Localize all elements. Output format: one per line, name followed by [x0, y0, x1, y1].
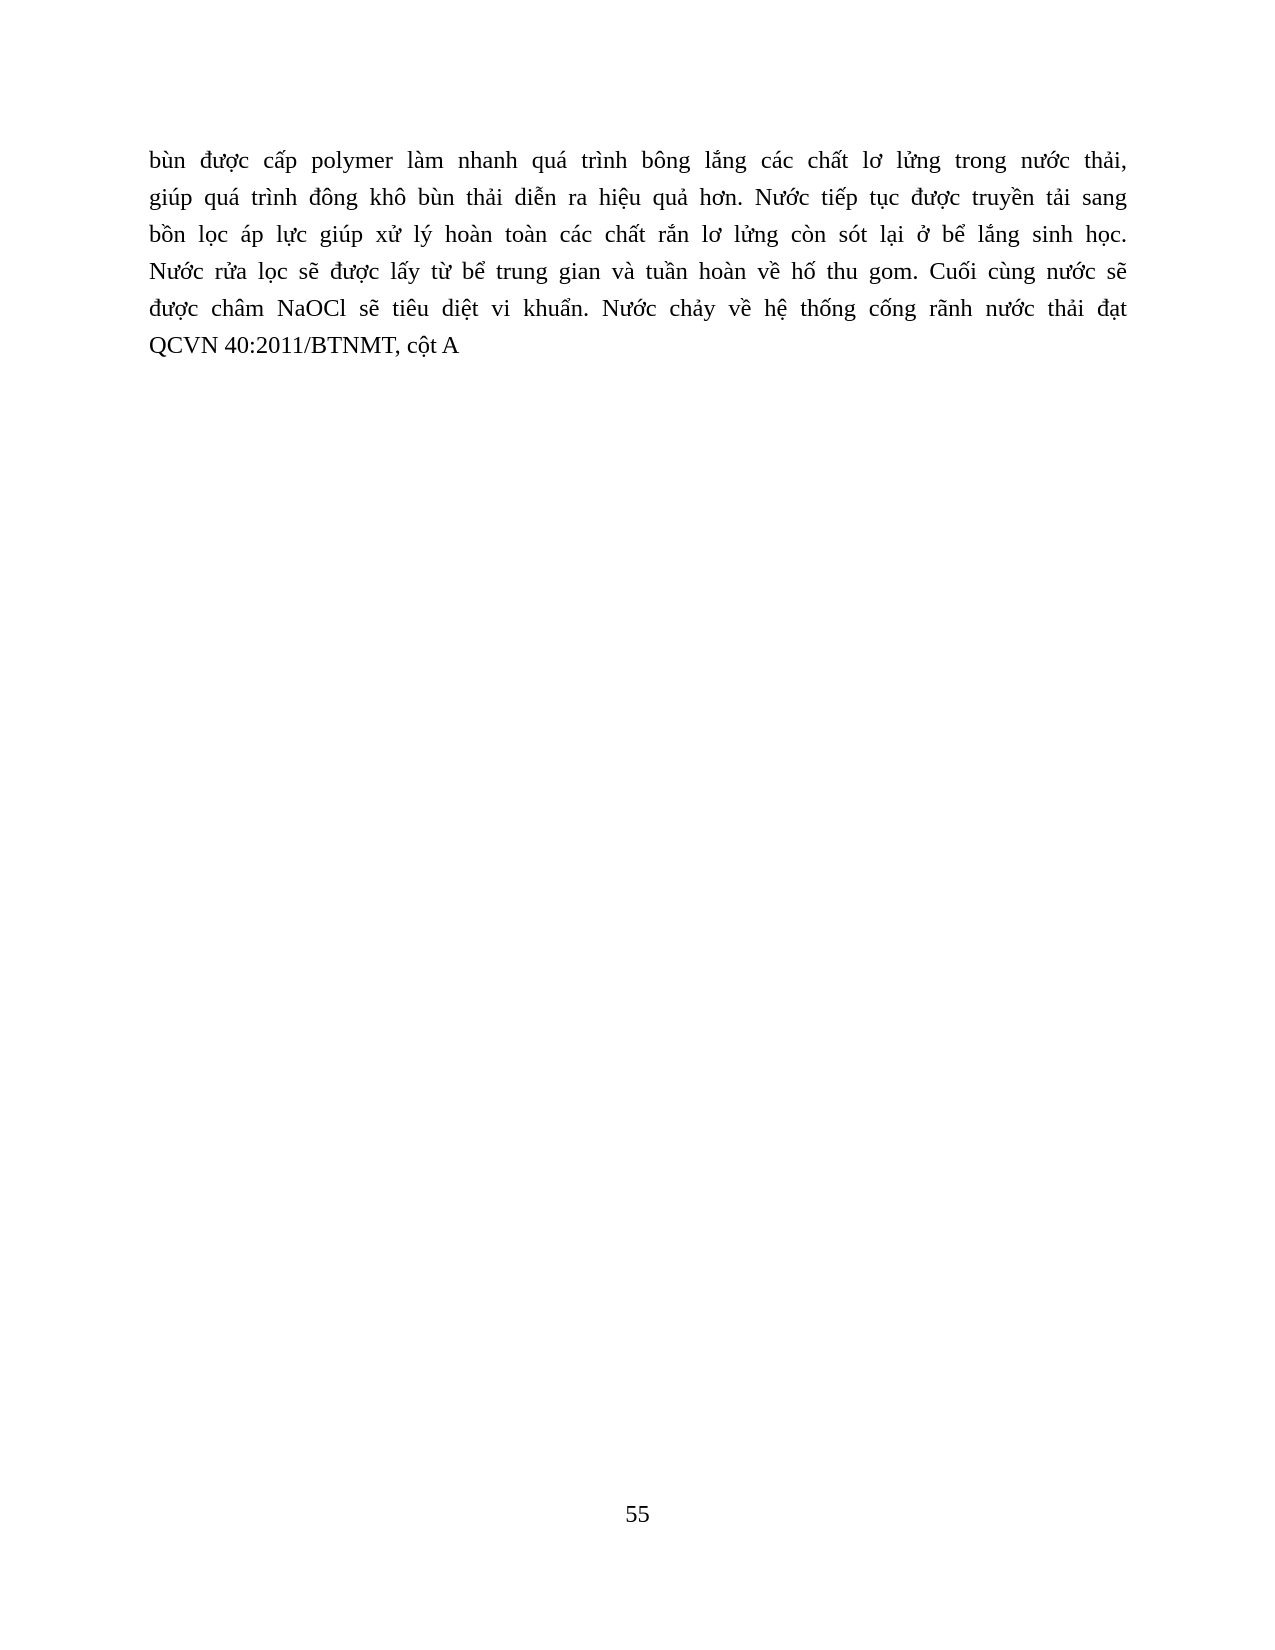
paragraph-line: giúp quá trình đông khô bùn thải diễn ra hiệu quả hơn. Nước tiếp tục được truyền tải sang — [149, 184, 1127, 211]
paragraph-line: bồn lọc áp lực giúp xử lý hoàn toàn các chất rắn lơ lửng còn sót lại ở bể lắng sinh học. — [149, 221, 1127, 248]
paragraph-line: bùn được cấp polymer làm nhanh quá trình bông lắng các chất lơ lửng trong nước thải, — [149, 147, 1127, 174]
paragraph-line: Nước rửa lọc sẽ được lấy từ bể trung gian và tuần hoàn về hố thu gom. Cuối cùng nước sẽ — [149, 258, 1127, 285]
paragraph-line-last: QCVN 40:2011/BTNMT, cột A — [149, 332, 460, 359]
paragraph-line: được châm NaOCl sẽ tiêu diệt vi khuẩn. Nước chảy về hệ thống cống rãnh nước thải đạt — [149, 295, 1127, 322]
page-number: 55 — [625, 1501, 650, 1528]
body-paragraph — [149, 142, 1127, 364]
